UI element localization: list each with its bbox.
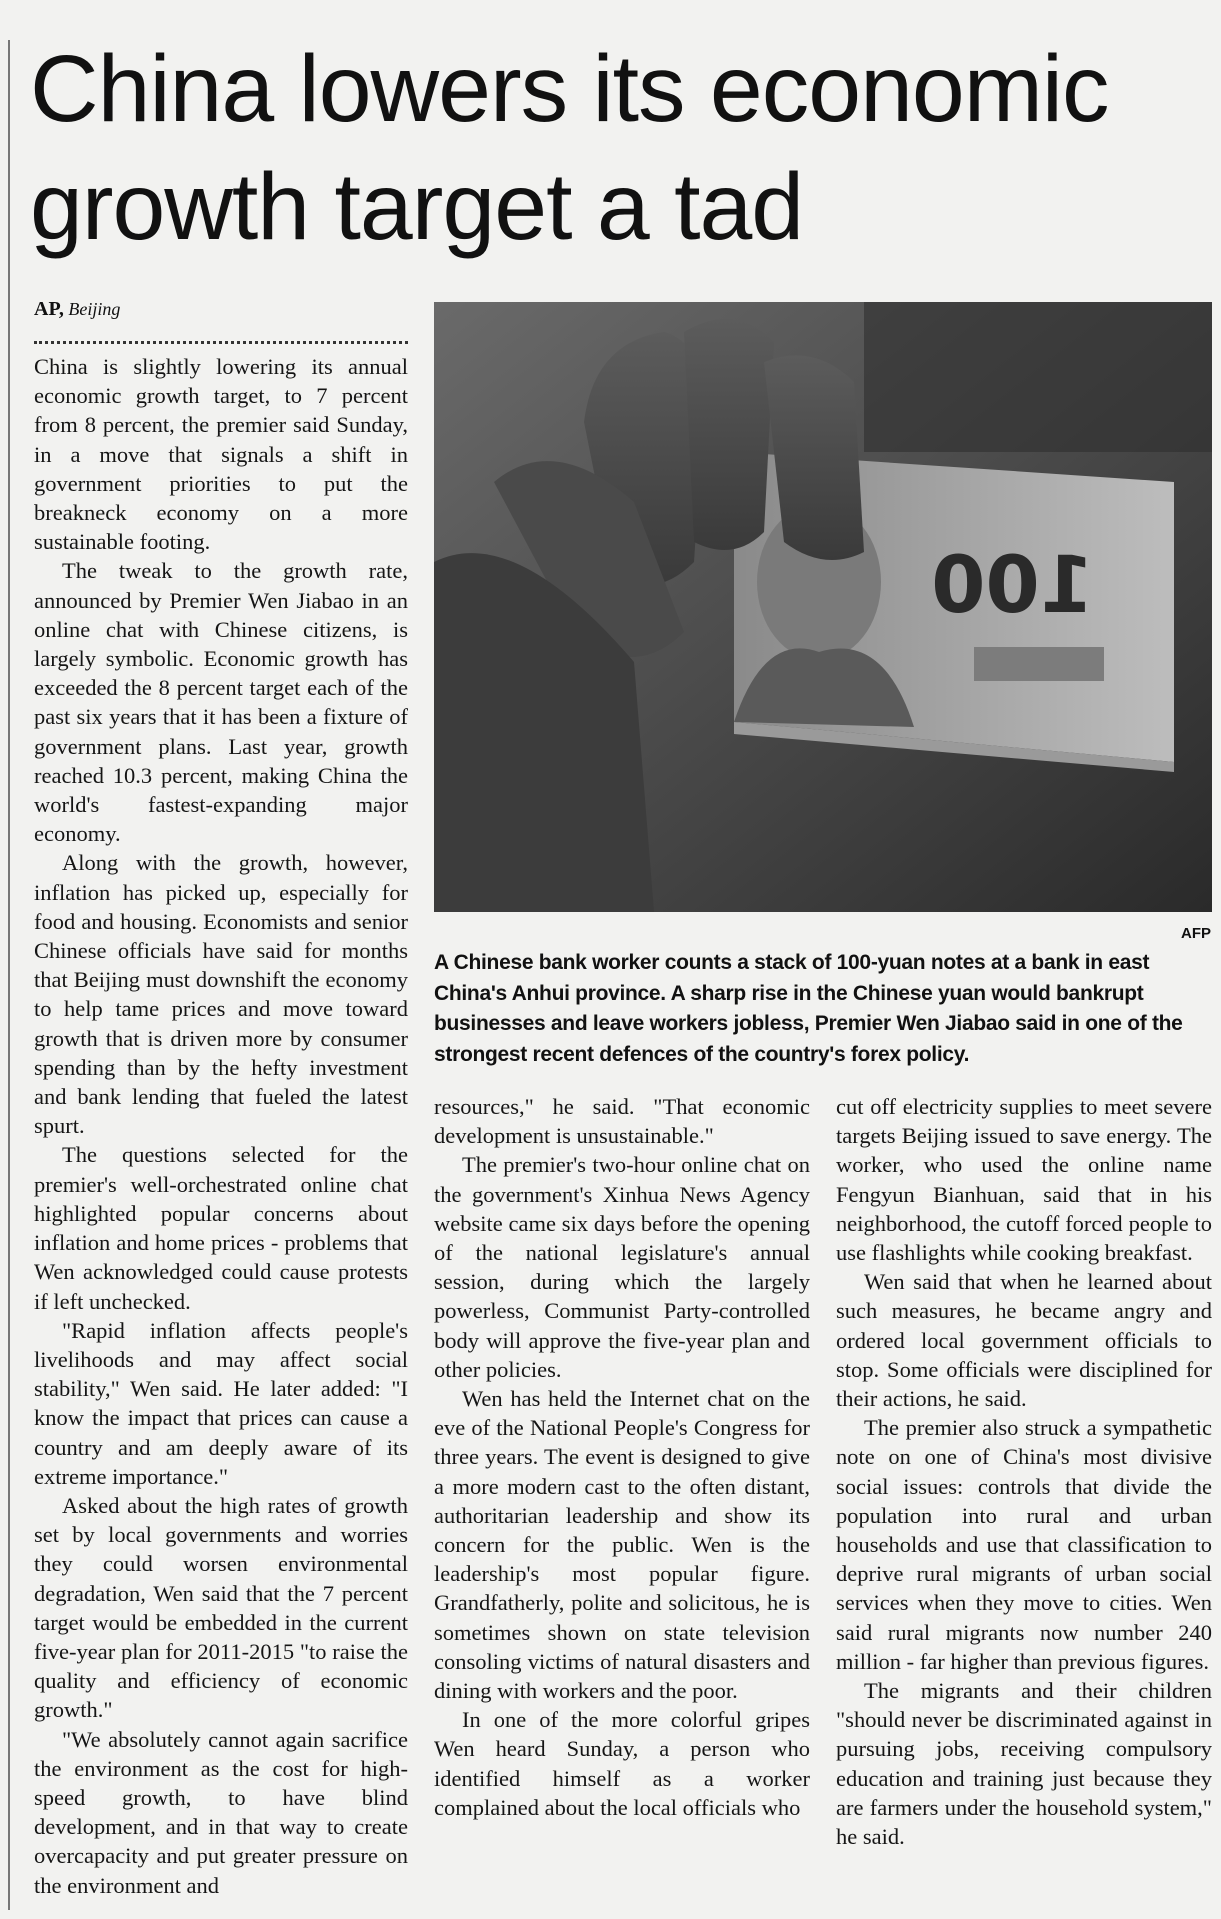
- paragraph: The questions selected for the premier's well-orchestrated online chat highlighted popular concerns about inflation and home prices - problems that Wen acknowledged could cause protests if left unchecked.: [34, 1142, 408, 1314]
- article-column-2: [434, 1092, 810, 1822]
- article-column-1: [34, 352, 408, 1900]
- byline-place: Beijing: [68, 299, 121, 319]
- headline: China lowers its economic growth target a tad: [30, 36, 1109, 260]
- byline: [34, 298, 120, 321]
- page-left-rule: [8, 40, 10, 1910]
- byline-agency: AP,: [34, 298, 64, 320]
- dotted-divider: [34, 341, 408, 344]
- paragraph: resources," he said. "That economic development is unsustainable.": [434, 1094, 810, 1149]
- paragraph: Along with the growth, however, inflation has picked up, especially for food and housing. Economists and senior Chinese officials have said for months that Beijing must downshift the economy to help tame prices and move toward growth that is driven more by consumer spending than by the hefty investment and bank lending that fueled the latest spurt.: [34, 850, 408, 1139]
- paragraph: The tweak to the growth rate, announced by Premier Wen Jiabao in an online chat with Chinese citizens, is largely symbolic. Economic growth has exceeded the 8 percent target each of the past six years that it has been a fixture of government plans. Last year, growth reached 10.3 percent, making China the world's fastest-expanding major economy.: [34, 558, 408, 847]
- photo-credit: AFP: [1181, 925, 1211, 942]
- svg-text:100: 100: [931, 541, 1094, 631]
- paragraph: In one of the more colorful gripes Wen heard Sunday, a person who identified himself as a worker complained about the local officials who: [434, 1707, 810, 1820]
- paragraph: China is slightly lowering its annual economic growth target, to 7 percent from 8 percent, the premier said Sunday, in a move that signals a shift in government priorities to put the breakneck economy on a more sustainable footing.: [34, 354, 408, 555]
- article-column-3: [836, 1092, 1212, 1851]
- news-photo: [434, 302, 1212, 912]
- paragraph: The migrants and their children "should never be discriminated against in pursuing jobs, receiving compulsory education and training just because they are farmers under the household system," he said.: [836, 1678, 1212, 1850]
- paragraph: "We absolutely cannot again sacrifice the environment as the cost for high-speed growth, to have blind development, and in that way to create overcapacity and put greater pressure on the environment and: [34, 1726, 408, 1898]
- paragraph: "Rapid inflation affects people's livelihoods and may affect social stability," Wen said. He later added: "I know the impact that prices can cause a country and am deeply aware of its extreme importance.": [34, 1317, 408, 1489]
- paragraph: Wen said that when he learned about such measures, he became angry and ordered local government officials to stop. Some officials were disciplined for their actions, he said.: [836, 1269, 1212, 1412]
- paragraph: Asked about the high rates of growth set by local governments and worries they could worsen environmental degradation, Wen said that the 7 percent target would be embedded in the current five-year plan for 2011-2015 "to raise the quality and efficiency of economic growth.": [34, 1492, 408, 1723]
- paragraph: cut off electricity supplies to meet severe targets Beijing issued to save energy. The worker, who used the online name Fengyun Bianhuan, said that in his neighborhood, the cutoff forced people to use flashlights while cooking breakfast.: [836, 1094, 1212, 1266]
- paragraph: The premier's two-hour online chat on the government's Xinhua News Agency website came six days before the opening of the national legislature's annual session, during which the largely powerless, Communist Party-controlled body will approve the five-year plan and other policies.: [434, 1152, 810, 1382]
- paragraph: Wen has held the Internet chat on the eve of the National People's Congress for three years. The event is designed to give a more modern cast to the often distant, authoritarian leadership and show its concern for the public. Wen is the leadership's most popular figure. Grandfatherly, polite and solicitous, he is sometimes shown on state television consoling victims of natural disasters and dining with workers and the poor.: [434, 1386, 810, 1704]
- photo-caption: A Chinese bank worker counts a stack of 100-yuan notes at a bank in east China's Anhui province. A sharp rise in the Chinese yuan would bankrupt businesses and leave workers jobless, Premier Wen Jiabao said in one of the strongest recent defences of the country's forex policy.: [434, 951, 1183, 1066]
- paragraph: The premier also struck a sympathetic note on one of China's most divisive social issues: controls that divide the population into rural and urban households and use that classification to deprive rural migrants of urban social services when they move to cities. Wen said rural migrants now number 240 million - far higher than previous figures.: [836, 1415, 1212, 1674]
